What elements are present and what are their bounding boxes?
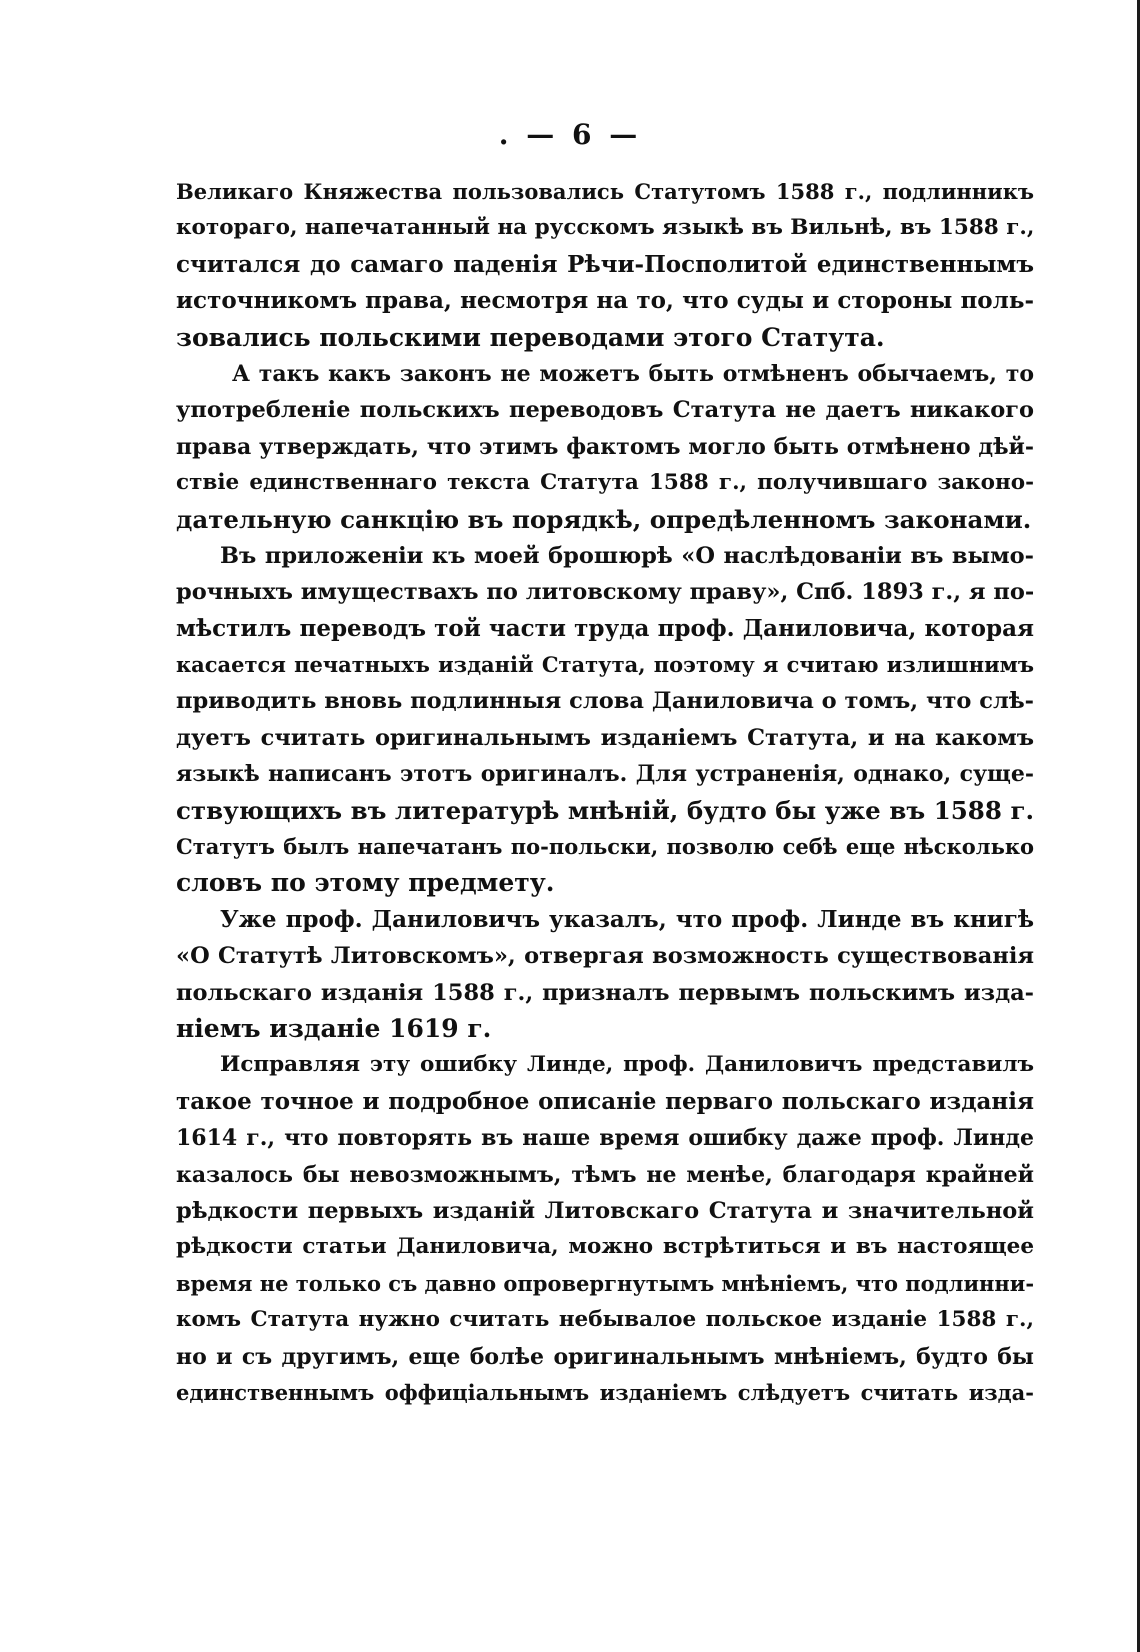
text-line: рѣдкости статьи Даниловича, можно встрѣтиться и въ настоящее (176, 1234, 1034, 1260)
text-line: единственнымъ оффиціальнымъ изданіемъ слѣдуетъ считать изда- (176, 1379, 1034, 1405)
text-line: 1614 г., что повторять въ наше время ошибку даже проф. Линде (176, 1125, 1034, 1152)
paragraph-2 (176, 356, 1034, 538)
text-line: зовались польскими переводами этого Статута. (176, 322, 885, 352)
text-line: употребленіе польскихъ переводовъ Статута не даетъ никакого (176, 397, 1034, 424)
text-line: Уже проф. Даниловичъ указалъ, что проф. Линде въ книгѣ (220, 905, 1034, 933)
text-line: ствіе единственнаго текста Статута 1588 г., получившаго законо- (176, 470, 1034, 496)
paragraph-5 (176, 1047, 1034, 1411)
page-number: . — 6 — (498, 118, 642, 151)
paragraph-3 (176, 538, 1034, 902)
text-line: котораго, напечатанный на русскомъ языкѣ въ Вильнѣ, въ 1588 г., (176, 215, 1035, 241)
body-text (176, 174, 1034, 1411)
text-line: дательную санкцію въ порядкѣ, опредѣленномъ законами. (176, 504, 1032, 534)
text-line: словъ по этому предмету. (176, 868, 555, 898)
text-line: ствующихъ въ литературѣ мнѣній, будто бы уже въ 1588 г. (176, 795, 1034, 825)
text-line: комъ Статута нужно считать небывалое польское изданіе 1588 г., (176, 1307, 1034, 1333)
text-line: источникомъ права, несмотря на то, что суды и стороны поль- (176, 287, 1034, 315)
text-line: считался до самаго паденія Рѣчи-Посполитой единственнымъ (176, 250, 1034, 278)
text-line: приводить вновь подлинныя слова Даниловича о томъ, что слѣ- (176, 688, 1034, 715)
text-line: польскаго изданія 1588 г., призналъ первымъ польскимъ изда- (176, 979, 1034, 1006)
text-line: касается печатныхъ изданій Статута, поэтому я считаю излишнимъ (176, 652, 1034, 678)
text-line: Въ приложеніи къ моей брошюрѣ «О наслѣдованіи въ вымо- (220, 542, 1034, 569)
text-line: Статутъ былъ напечатанъ по-польски, позволю себѣ еще нѣсколько (176, 834, 1034, 860)
text-line: казалось бы невозможнымъ, тѣмъ не менѣе, благодаря крайней (176, 1161, 1034, 1188)
text-line: дуетъ считать оригинальнымъ изданіемъ Статута, и на какомъ (176, 724, 1034, 751)
text-line: права утверждать, что этимъ фактомъ могло быть отмѣнено дѣй- (176, 433, 1034, 460)
text-line: языкѣ написанъ этотъ оригиналъ. Для устраненія, однако, суще- (176, 761, 1034, 788)
paragraph-1 (176, 174, 1034, 356)
text-line: А такъ какъ законъ не можетъ быть отмѣненъ обычаемъ, то (232, 360, 1034, 387)
text-line: время не только съ давно опровергнутымъ мнѣніемъ, что подлинни- (176, 1270, 1035, 1296)
paragraph-4 (176, 902, 1034, 1048)
text-line: рѣдкости первыхъ изданій Литовскаго Статута и значительной (176, 1197, 1034, 1224)
text-line: мѣстилъ переводъ той части труда проф. Даниловича, которая (176, 614, 1034, 642)
text-line: такое точное и подробное описаніе перваго польскаго изданія (176, 1087, 1034, 1115)
text-line: «О Статутѣ Литовскомъ», отвергая возможность существованія (176, 943, 1034, 970)
text-line: но и съ другимъ, еще болѣе оригинальнымъ мнѣніемъ, будто бы (176, 1343, 1034, 1370)
text-line: рочныхъ имуществахъ по литовскому праву», Спб. 1893 г., я по- (176, 579, 1035, 606)
text-line: Исправляя эту ошибку Линде, проф. Даниловичъ представилъ (220, 1052, 1034, 1078)
text-line: ніемъ изданіе 1619 г. (176, 1013, 492, 1043)
text-line: Великаго Княжества пользовались Статутомъ 1588 г., подлинникъ (176, 179, 1034, 204)
